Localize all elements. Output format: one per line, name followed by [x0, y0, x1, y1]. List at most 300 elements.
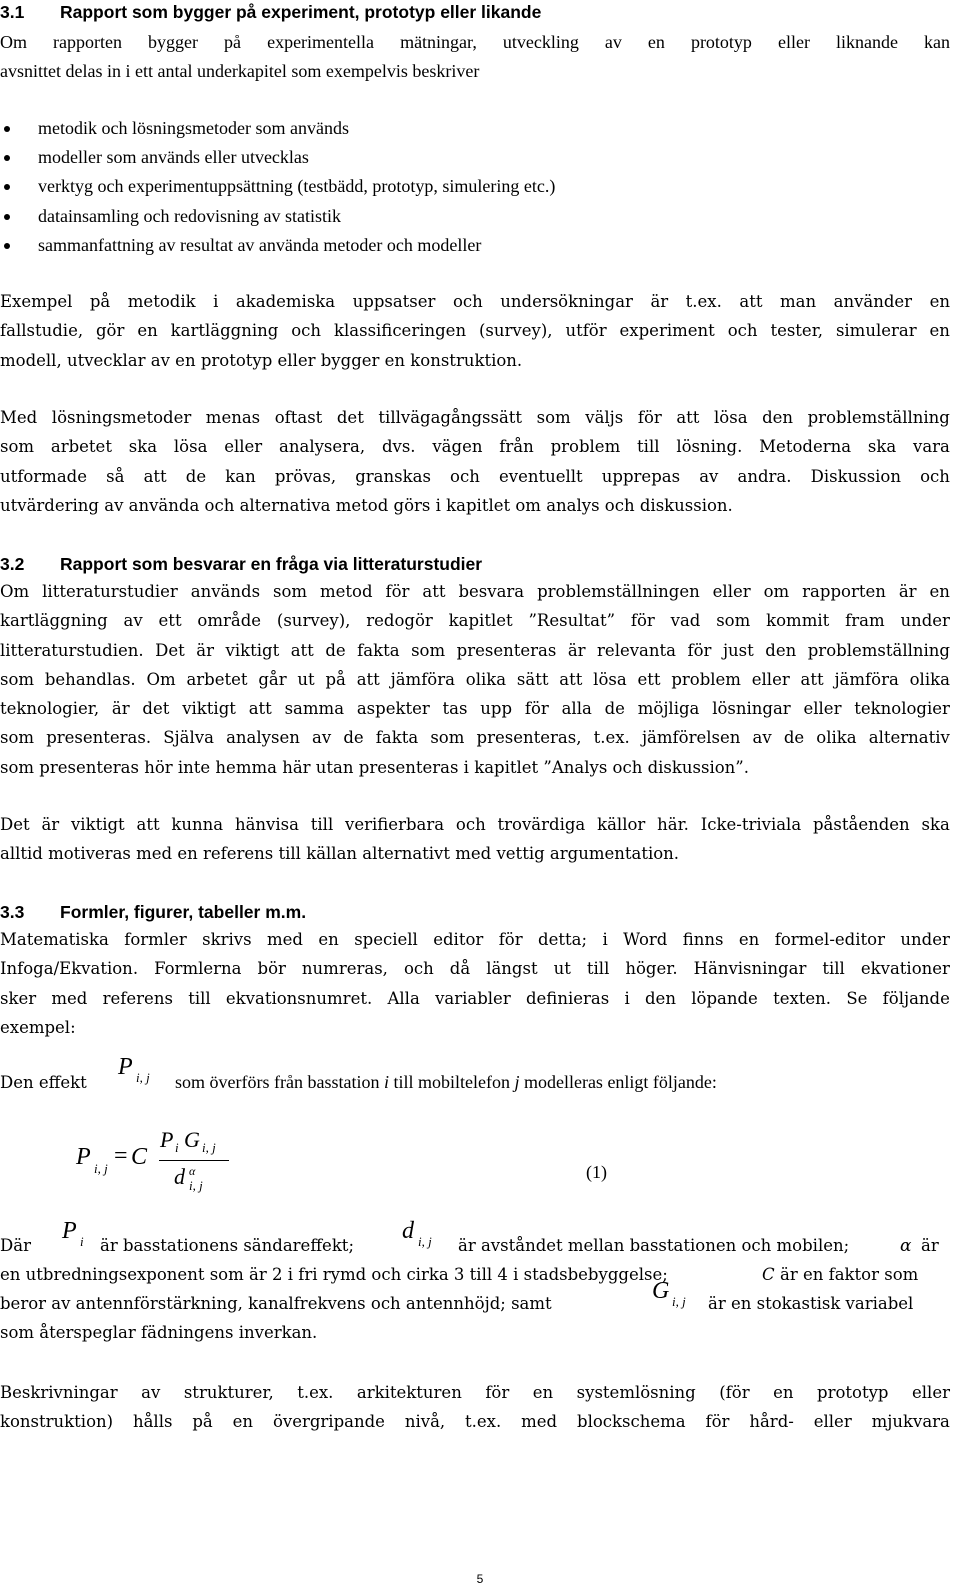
word: behandlas.	[44, 669, 136, 689]
word: Det	[155, 640, 185, 660]
word: lösningsmetoder	[51, 408, 192, 427]
word: för	[630, 611, 655, 631]
word: oftast	[274, 408, 323, 427]
word: arbetet	[50, 437, 112, 457]
text-line	[0, 1407, 950, 1436]
word: simulerar	[835, 321, 917, 341]
word: presenteras.	[46, 728, 152, 748]
word: för	[637, 408, 662, 427]
word: trovärdiga	[497, 815, 586, 834]
section-heading-3-2	[0, 554, 950, 575]
word: att	[290, 640, 314, 660]
word: Om	[0, 32, 27, 52]
eq-C: C	[131, 1144, 148, 1170]
text-line	[0, 636, 950, 665]
alpha-symbol: α	[900, 1236, 912, 1256]
word: att	[248, 699, 272, 719]
list-item: modeller som används eller utvecklas	[0, 143, 555, 172]
bullet-icon	[4, 126, 10, 132]
word: till	[188, 988, 211, 1008]
word: litteraturstudier	[42, 582, 178, 601]
word: formler	[124, 930, 187, 949]
word: jämförelsen	[641, 728, 741, 748]
word: övergripande	[272, 1412, 385, 1432]
word: en	[137, 321, 158, 341]
word: den	[762, 408, 794, 427]
word: av	[699, 466, 719, 486]
word: de	[185, 466, 207, 486]
word: aspekter	[356, 699, 430, 719]
word: det	[336, 408, 364, 427]
word: i	[213, 292, 219, 311]
word: t.ex.	[685, 292, 722, 311]
word: från	[499, 437, 534, 457]
text-line: som återspeglar fädningens inverkan.	[0, 1323, 318, 1342]
word: Hänvisningar	[693, 959, 807, 979]
word: metod	[320, 582, 373, 601]
word: granskas	[355, 466, 431, 486]
word: ut	[553, 959, 571, 979]
word: i	[624, 988, 630, 1008]
word: att	[559, 669, 583, 689]
word: uppsatser	[352, 292, 436, 311]
word: kunna	[171, 815, 224, 834]
word: en	[232, 1412, 254, 1432]
word: under	[900, 611, 950, 631]
word: väljs	[585, 408, 624, 427]
eq-num-sub-i: i	[175, 1140, 179, 1155]
word: sker	[0, 988, 37, 1008]
section-number: 3.2	[0, 554, 25, 574]
word: löpande	[691, 988, 758, 1008]
word: numreras,	[301, 959, 388, 979]
word: de	[604, 699, 625, 719]
word: längst	[486, 959, 538, 979]
word: experiment	[619, 321, 715, 341]
word: alternativ	[868, 728, 950, 748]
word: för	[687, 640, 712, 660]
word: olika	[465, 669, 507, 689]
word: Icke-triviala	[700, 815, 802, 834]
paragraph-metodik	[0, 287, 950, 375]
word: den	[765, 640, 797, 660]
text-line: avsnittet delas in i ett antal underkapitel som exempelvis beskriver	[0, 61, 480, 82]
word: eller	[912, 1383, 950, 1402]
word: klassificeringen	[333, 321, 467, 341]
word: till	[822, 959, 845, 979]
word: är	[650, 292, 669, 311]
word: till	[586, 959, 610, 979]
eq-P: P	[76, 1144, 91, 1170]
word: som	[273, 582, 308, 601]
word: relevanta	[597, 640, 676, 660]
eq-subscript-ij: i, j	[94, 1161, 108, 1176]
word: eller	[777, 32, 810, 52]
word: prototyp	[690, 32, 752, 52]
word: dvs.	[381, 437, 416, 457]
word: problemställning	[807, 408, 950, 427]
word: som	[716, 611, 751, 631]
word: som	[411, 640, 446, 660]
word: på	[325, 669, 346, 689]
text-line	[0, 810, 950, 839]
word: är	[196, 640, 215, 660]
word: med	[51, 988, 88, 1008]
word: att	[136, 815, 160, 834]
var-d-sub: i, j	[418, 1234, 432, 1249]
word: fakta	[375, 728, 419, 748]
word: lösa	[593, 669, 627, 689]
word: går	[258, 669, 287, 689]
word: är	[41, 815, 60, 834]
word: på	[89, 292, 111, 311]
equation-number: (1)	[586, 1162, 607, 1182]
word: gör	[96, 321, 125, 341]
word: hänvisa	[234, 815, 299, 834]
word: eller	[712, 582, 751, 601]
word: Alla	[387, 988, 420, 1008]
text-line: exempel:	[0, 1017, 76, 1037]
word: mjukvara	[871, 1412, 950, 1432]
text-line	[0, 1378, 950, 1407]
word: blockschema	[577, 1412, 686, 1432]
word: av	[604, 32, 622, 52]
text-line	[0, 432, 950, 461]
word: kan	[225, 466, 256, 486]
word: den	[645, 988, 676, 1008]
word: Word	[623, 930, 668, 949]
paragraph-strukturer	[0, 1378, 950, 1437]
word: att	[422, 582, 446, 601]
bullet-icon	[4, 184, 10, 190]
word: källor	[597, 815, 646, 834]
word: lösa	[173, 437, 208, 457]
text-line: som presenteras hör inte hemma här utan presenteras i kapitlet ”Analys och diskussion”.	[0, 757, 749, 777]
word: upp	[480, 699, 513, 719]
word: som	[0, 437, 35, 457]
word: som	[536, 408, 571, 427]
word: det	[142, 699, 170, 719]
word: som	[0, 669, 35, 689]
word: en	[738, 930, 760, 949]
word: de	[783, 728, 805, 748]
text-line	[0, 694, 950, 723]
word: en	[929, 321, 950, 341]
word: definieras	[525, 988, 610, 1008]
word: prototyp	[817, 1383, 889, 1402]
word: rapporten	[53, 32, 122, 52]
word: (för	[719, 1383, 750, 1402]
word: Med	[0, 408, 38, 427]
word: lösa	[714, 408, 748, 427]
word: följande	[882, 988, 950, 1008]
section-heading-3-3	[0, 902, 950, 923]
word: fakta	[357, 640, 400, 660]
word: strukturer,	[183, 1383, 274, 1402]
word: och	[291, 321, 322, 341]
word: är	[567, 640, 586, 660]
section-title: Formler, figurer, tabeller m.m.	[60, 902, 307, 922]
word: skrivs	[202, 930, 252, 949]
word: viktigt	[182, 699, 236, 719]
paragraph-kallor	[0, 810, 950, 869]
word: av	[312, 728, 332, 748]
word: Metoderna	[759, 437, 852, 457]
list-item: sammanfattning av resultat av använda metoder och modeller	[0, 231, 555, 260]
word: t.ex.	[465, 1412, 502, 1432]
word: besvara	[458, 582, 525, 601]
word: formel-editor	[774, 930, 885, 949]
word: Själva	[163, 728, 214, 748]
section-title: Rapport som bygger på experiment, prototyp eller likande	[60, 2, 542, 22]
text-line	[0, 316, 950, 345]
word: för	[498, 930, 523, 949]
word: bygger	[148, 32, 199, 52]
word: arbetet	[186, 669, 248, 689]
page-number: 5	[476, 1572, 484, 1586]
word: undersökningar	[500, 292, 633, 311]
paragraph-litteraturstudier	[0, 577, 950, 782]
word: rapporten	[802, 582, 886, 601]
word: texten.	[773, 988, 832, 1008]
word: Beskrivningar	[0, 1383, 118, 1402]
word: kartläggning	[170, 321, 279, 341]
word: vad	[670, 611, 701, 631]
text-line	[0, 665, 950, 694]
word: problem	[671, 669, 741, 689]
word: av	[752, 728, 772, 748]
eq-num-sub-ij: i, j	[202, 1140, 216, 1155]
word: sätt	[516, 669, 549, 689]
word: variabler	[435, 988, 511, 1008]
word: mätningar,	[400, 32, 477, 52]
word: verifierbara	[345, 815, 445, 834]
word: kan	[924, 32, 950, 52]
word: viktigt	[70, 815, 125, 834]
text-line: modell, utvecklar av en prototyp eller bygger en konstruktion.	[0, 350, 523, 370]
word: andra.	[737, 466, 792, 486]
var-Pi-sub: i	[80, 1234, 84, 1249]
word: för	[705, 1412, 730, 1432]
word: ut	[297, 669, 315, 689]
word: eller	[813, 1412, 852, 1432]
text-line	[0, 954, 950, 983]
word: för	[524, 699, 549, 719]
word: hålls	[132, 1412, 173, 1432]
var-G-sub: i, j	[672, 1294, 686, 1309]
word: eller	[803, 699, 842, 719]
word: finns	[682, 930, 724, 949]
eq-equals: =	[114, 1143, 128, 1169]
word: tester,	[770, 321, 824, 341]
paragraph-3-1-intro	[0, 28, 950, 87]
word: och	[727, 321, 758, 341]
word: här.	[657, 815, 689, 834]
fraction-bar	[159, 1160, 229, 1161]
word: analysen	[226, 728, 300, 748]
word: Se	[846, 988, 868, 1008]
word: fallstudie,	[0, 321, 84, 341]
word: till	[310, 815, 334, 834]
word: Diskussion	[810, 466, 901, 486]
word: en	[929, 582, 950, 601]
word: kapitlet	[448, 611, 513, 631]
word: presenteras,	[476, 728, 582, 748]
effect-prefix: Den effekt	[0, 1073, 87, 1092]
word: möjliga	[637, 699, 700, 719]
text-line: beror av antennförstärkning, kanalfrekvens och antennhöjd; samt	[0, 1294, 552, 1313]
word: område	[197, 611, 262, 631]
word: liknande	[835, 32, 898, 52]
word: bör	[257, 959, 286, 979]
word: analysera,	[279, 437, 366, 457]
word: en	[929, 292, 950, 311]
word: utformade	[0, 466, 87, 486]
word: med	[266, 930, 303, 949]
word: akademiska	[235, 292, 336, 311]
bullet-list	[0, 114, 555, 260]
word: av	[141, 1383, 161, 1402]
word: menas	[205, 408, 261, 427]
text-line: utvärdering av använda och alternativa metod görs i kapitlet om analys och diskussion.	[0, 495, 733, 515]
word: av	[123, 611, 143, 631]
word: om	[763, 582, 790, 601]
word: man	[779, 292, 817, 311]
word: (survey),	[479, 321, 553, 341]
word: används	[190, 582, 261, 601]
word: Exempel	[0, 292, 73, 311]
eq-den-d: d	[174, 1164, 185, 1189]
bullet-icon	[4, 243, 10, 249]
word: prövas,	[274, 466, 337, 486]
word: ska	[867, 437, 897, 457]
word: Formlerna	[154, 959, 242, 979]
word: speciell	[354, 930, 418, 949]
word: problem	[550, 437, 621, 457]
eq-num-P: P	[160, 1127, 174, 1152]
text-line	[0, 577, 950, 606]
var-G: G	[652, 1278, 670, 1304]
word: och	[452, 292, 483, 311]
word: och	[450, 466, 480, 486]
list-item: verktyg och experimentuppsättning (testbädd, prototyp, simulering etc.)	[0, 172, 555, 201]
word: använder	[833, 292, 913, 311]
word: teknologier	[854, 699, 950, 719]
section-title: Rapport som besvarar en fråga via litteraturstudier	[60, 554, 483, 574]
word: lösningar	[712, 699, 791, 719]
var-P: P	[118, 1054, 133, 1080]
word: Det	[0, 815, 30, 834]
word: experimentella	[267, 32, 375, 52]
word: redogör	[366, 611, 433, 631]
word: eller	[224, 437, 263, 457]
word: som	[430, 728, 465, 748]
word: ekvationer	[860, 959, 950, 979]
text-line	[0, 925, 950, 954]
word: presenteras	[456, 640, 557, 660]
equation-1	[76, 1127, 246, 1202]
word: som	[0, 728, 35, 748]
word: vägen	[432, 437, 483, 457]
word: är	[898, 582, 917, 601]
word: viktigt	[225, 640, 280, 660]
eq-den-alpha: α	[189, 1164, 196, 1178]
word: under	[900, 930, 950, 949]
word: eller	[751, 669, 790, 689]
subscript-ij: i, j	[136, 1070, 150, 1085]
section-number: 3.3	[0, 902, 25, 922]
word: konstruktion)	[0, 1412, 114, 1432]
paragraph-formler	[0, 925, 950, 1042]
text-line: alltid motiveras med en referens till källan alternativt med vettig argumentation.	[0, 844, 680, 864]
word: att	[800, 669, 824, 689]
word: på	[224, 32, 242, 52]
word: editor	[433, 930, 484, 949]
word: påståenden	[813, 815, 910, 834]
word: i	[602, 930, 608, 949]
word: att	[143, 466, 167, 486]
word: kartläggning	[0, 611, 108, 631]
word: ska	[128, 437, 158, 457]
text-line	[0, 28, 950, 57]
bullet-icon	[4, 214, 10, 220]
word: systemlösning	[576, 1383, 696, 1402]
dar-text-2: är avståndet mellan basstationen och mobilen;	[458, 1236, 850, 1255]
word: olika	[816, 728, 857, 748]
word: för	[385, 582, 410, 601]
word: metodik	[127, 292, 196, 311]
word: problemställningen	[537, 582, 700, 601]
word: att	[739, 292, 763, 311]
section-heading-3-1	[0, 2, 950, 23]
word: höger.	[625, 959, 678, 979]
word: en	[318, 930, 339, 949]
paragraph-losningsmetoder	[0, 403, 950, 520]
dar-text-3: är	[921, 1236, 939, 1255]
text-line: är en faktor som	[780, 1265, 919, 1284]
text-line	[0, 462, 950, 491]
word: utveckling	[502, 32, 579, 52]
text-line	[0, 723, 950, 752]
word: fram	[845, 611, 885, 631]
word: litteraturstudien.	[0, 640, 144, 660]
word: en	[773, 1383, 794, 1402]
word: då	[449, 959, 471, 979]
word: de	[325, 640, 346, 660]
word: t.ex.	[593, 728, 630, 748]
word: teknologier,	[0, 699, 100, 719]
word: detta;	[538, 930, 588, 949]
word: jämföra	[834, 669, 899, 689]
word: arkitekturen	[356, 1383, 462, 1402]
word: alla	[561, 699, 592, 719]
word: med	[521, 1412, 558, 1432]
text-line	[0, 984, 950, 1013]
section-number: 3.1	[0, 2, 25, 22]
word: ekvationsnumret.	[225, 988, 373, 1008]
word: (survey),	[276, 611, 351, 631]
word: hård-	[749, 1412, 794, 1432]
word: vara	[913, 437, 950, 457]
word: ”Resultat”	[528, 611, 616, 631]
word: Om	[146, 669, 176, 689]
word: ett	[637, 669, 661, 689]
var-d: d	[402, 1218, 414, 1244]
text-line: är en stokastisk variabel	[708, 1294, 914, 1313]
word: jämföra	[390, 669, 455, 689]
word: samma	[284, 699, 345, 719]
word: till	[637, 437, 660, 457]
